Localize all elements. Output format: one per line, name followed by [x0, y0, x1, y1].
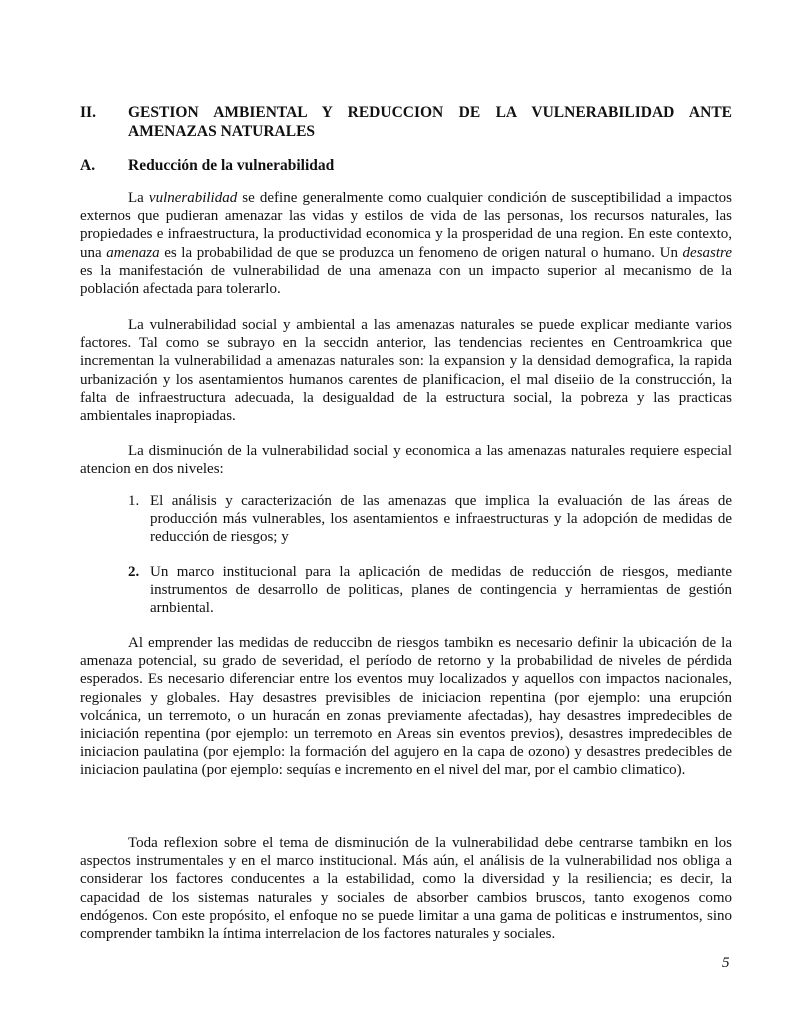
- term-amenaza: amenaza: [106, 244, 160, 261]
- section-heading: [80, 103, 732, 141]
- term-vulnerabilidad: vulnerabilidad: [148, 190, 238, 206]
- paragraph-reflection: Toda reflexion sobre el tema de disminución de la vulnerabilidad debe centrarse tambikn en los aspectos instrumentales y en el marco institucional. Más aún, el análisis de la vulnerabilidad nos obliga a considerar los factores conducentes a la estabilidad, como la diversidad y la resiliencia; es decir, la capacidad de los sistemas naturales y sociales de absorber cambios bruscos, tanto exogenos como endógenos. Con este propósito, el enfoque no se puede limitar a una gama de politicas e instrumentos, sino comprender tambikn la íntima interrelacion de los factores naturales y sociales.: [80, 835, 732, 943]
- subsection-title: Reducción de la vulnerabilidad: [128, 157, 335, 174]
- section-number: II.: [80, 104, 96, 121]
- subsection-letter: A.: [80, 157, 96, 174]
- p1-text-e: es la probabilidad de que se produzca un fenomeno de origen natural o humano. Un: [159, 244, 683, 261]
- p1-text-c: se define generalmente como cualquier condición de susceptibilidad a impactos externos que pudieran amenazar las vidas y estilos de vida de las personas, los recursos naturales, las propiedades e infraestructura, la productividad economica y la prosperidad de una region. En este contexto, una: [80, 190, 732, 261]
- p1-text-g: es la manifestación de vulnerabilidad de una amenaza con un impacto superior al mecanismo de la población afectada para tolerarlo.: [80, 262, 732, 298]
- list-marker: 1.: [128, 493, 140, 509]
- section-title: GESTION AMBIENTAL Y REDUCCION DE LA VULNERABILIDAD ANTE AMENAZAS NATURALES: [128, 104, 732, 140]
- paragraph-factors: La vulnerabilidad social y ambiental a las amenazas naturales se puede explicar mediante varios factores. Tal como se subrayo en la seccidn anterior, las tendencias recientes en Centroamkrica que incrementan la vulnerabilidad a amenazas naturales son: la expansion y la densidad demografica, la rapida urbanización y los asentamientos humanos carentes de planificacion, el mal diseiio de la construcción, la falta de infraestructura adecuada, la desigualdad de la estructura social, la pobreza y las practicas ambientales inapropiadas.: [80, 317, 732, 425]
- paragraph-definition: [80, 189, 732, 298]
- paragraph-levels-intro: La disminución de la vulnerabilidad social y economica a las amenazas naturales requiere especial atencion en dos niveles:: [80, 443, 732, 478]
- list-marker: 2.: [128, 564, 140, 580]
- p1-text-a: La: [128, 190, 149, 206]
- paragraph-risk-reduction: Al emprender las medidas de reduccibn de riesgos tambikn es necesario definir la ubicación de la amenaza potencial, su grado de severidad, el período de retorno y la probabilidad de niveles de pérdida esperados. Es necesario diferenciar entre los eventos muy localizados y aquellos con impactos nacionales, regionales y globales. Hay desastres previsibles de iniciacion repentina (por ejemplo: una erupción volcánica, un terremoto, o un huracán en zonas previamente afectadas), hay desastres impredecibles de iniciación repentina (por ejemplo: un terremoto en Areas sin eventos previos), desastres impredecibles de iniciacion paulatina (por ejemplo: la formación del agujero en la capa de ozono) y desastres predecibles de iniciacion paulatina (por ejemplo: sequías e incremento en el nivel del mar, por el cambio climatico).: [80, 635, 732, 779]
- subsection-heading: [80, 156, 732, 175]
- list-item-text: Un marco institucional para la aplicación de medidas de reducción de riesgos, mediante instrumentos de desarrollo de politicas, planes de contingencia y herramientas de gestión arnbiental.: [150, 564, 732, 617]
- list-item: [128, 492, 732, 547]
- list-item-text: El análisis y caracterización de las amenazas que implica la evaluación de las áreas de producción más vulnerables, los asentamientos e infraestructuras y la adopción de medidas de reducción de riesgos; y: [150, 493, 732, 546]
- term-desastre: desastre: [682, 244, 732, 261]
- page-number: 5: [722, 955, 730, 971]
- list-item: [128, 563, 732, 618]
